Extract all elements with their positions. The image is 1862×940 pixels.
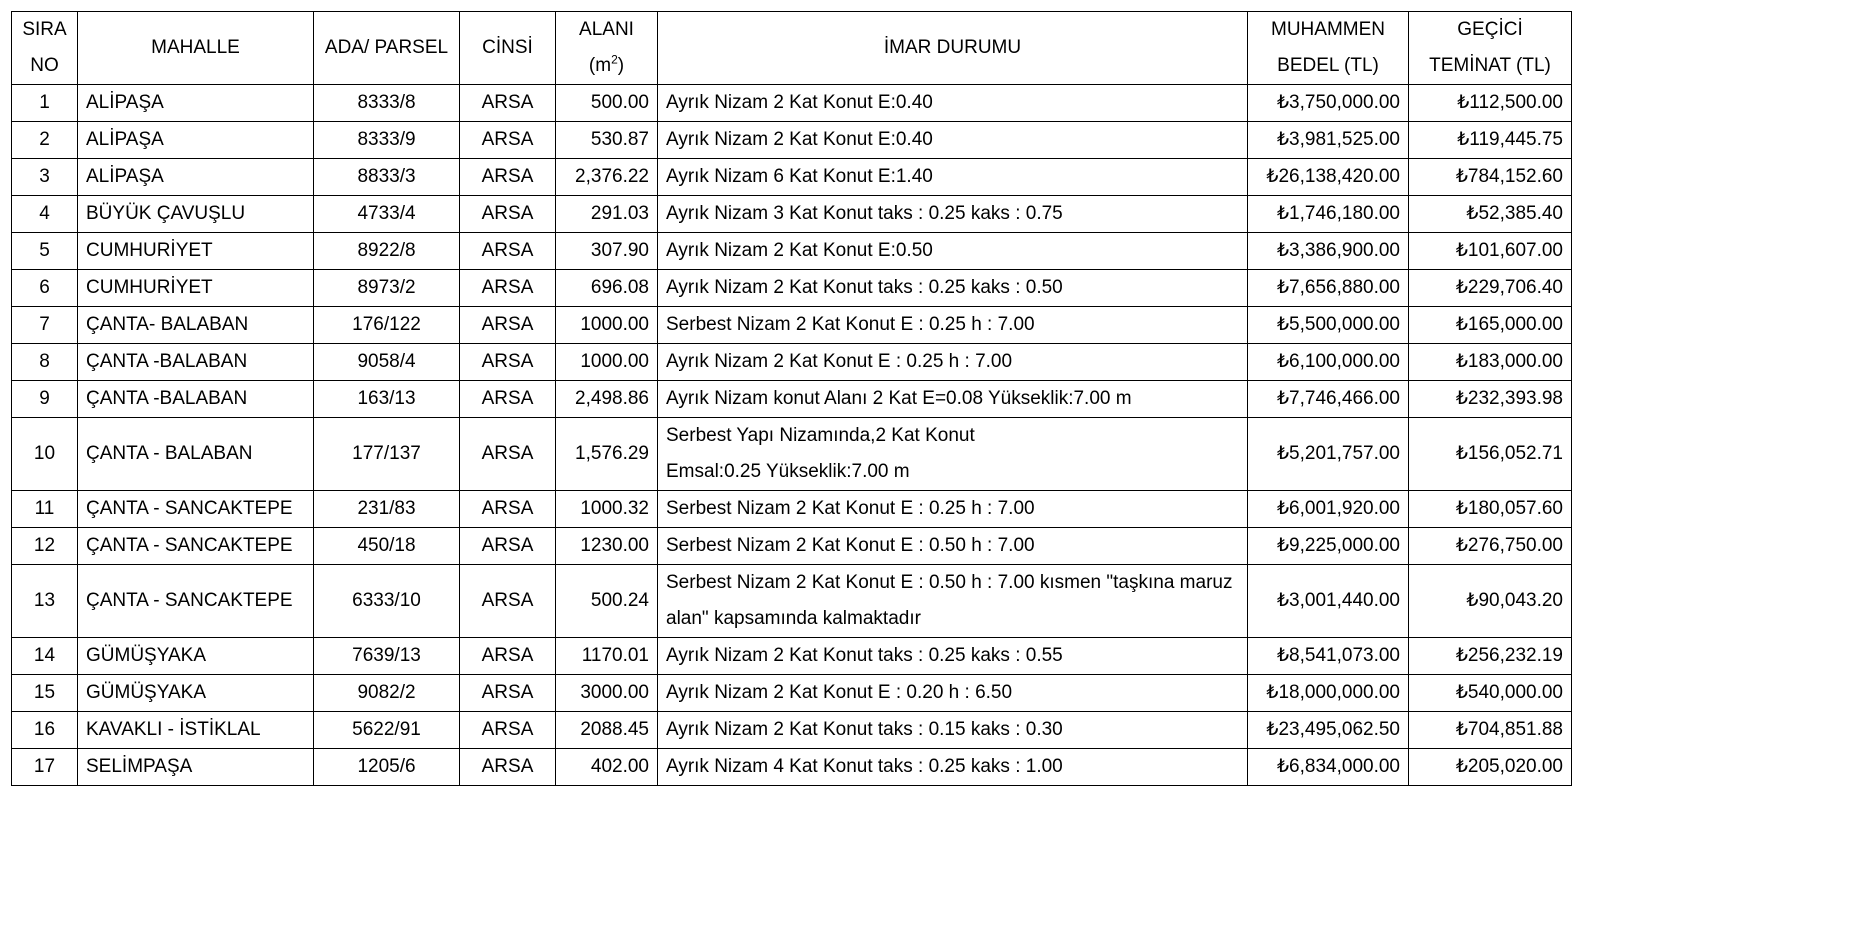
imar-text: Ayrık Nizam 2 Kat Konut E : 0.20 h : 6.50 bbox=[666, 682, 1013, 703]
cell-sira-no: 4 bbox=[12, 196, 78, 233]
cell-ada-parsel: 7639/13 bbox=[314, 638, 460, 675]
cell-alani: 1000.32 bbox=[556, 491, 658, 528]
cell-alani: 2,498.86 bbox=[556, 381, 658, 418]
cell-ada-parsel: 8833/3 bbox=[314, 159, 460, 196]
table-row bbox=[12, 418, 1572, 491]
cell-alani: 1170.01 bbox=[556, 638, 658, 675]
cell-ada-parsel: 8922/8 bbox=[314, 233, 460, 270]
cell-mahalle: SELİMPAŞA bbox=[78, 749, 314, 786]
cell-mahalle: KAVAKLI - İSTİKLAL bbox=[78, 712, 314, 749]
cell-alani: 291.03 bbox=[556, 196, 658, 233]
header-imar-durumu: İMAR DURUMU bbox=[658, 12, 1248, 85]
cell-cinsi: ARSA bbox=[460, 749, 556, 786]
cell-imar-durumu bbox=[658, 749, 1248, 786]
cell-gecici-teminat: ₺540,000.00 bbox=[1409, 675, 1572, 712]
cell-alani: 500.24 bbox=[556, 565, 658, 638]
imar-text: Serbest Nizam 2 Kat Konut E : 0.50 h : 7.00 bbox=[666, 535, 1035, 556]
table-row bbox=[12, 638, 1572, 675]
cell-cinsi: ARSA bbox=[460, 307, 556, 344]
cell-cinsi: ARSA bbox=[460, 159, 556, 196]
cell-imar-durumu bbox=[658, 491, 1248, 528]
cell-sira-no: 6 bbox=[12, 270, 78, 307]
cell-alani: 1230.00 bbox=[556, 528, 658, 565]
table-header-row bbox=[12, 12, 1572, 85]
cell-ada-parsel: 231/83 bbox=[314, 491, 460, 528]
cell-mahalle: GÜMÜŞYAKA bbox=[78, 675, 314, 712]
cell-alani: 696.08 bbox=[556, 270, 658, 307]
cell-sira-no: 10 bbox=[12, 418, 78, 491]
header-ada-parsel: ADA/ PARSEL bbox=[314, 12, 460, 85]
table-row bbox=[12, 196, 1572, 233]
cell-mahalle: GÜMÜŞYAKA bbox=[78, 638, 314, 675]
cell-cinsi: ARSA bbox=[460, 381, 556, 418]
table-row bbox=[12, 307, 1572, 344]
table-row bbox=[12, 270, 1572, 307]
imar-text: Ayrık Nizam 2 Kat Konut E:0.40 bbox=[666, 129, 933, 150]
header-alani-unit: $(m^2)$ bbox=[588, 52, 625, 76]
header-alani bbox=[556, 12, 658, 85]
cell-mahalle: CUMHURİYET bbox=[78, 270, 314, 307]
cell-mahalle: ÇANTA - SANCAKTEPE bbox=[78, 491, 314, 528]
cell-muhammen-bedel: ₺5,500,000.00 bbox=[1248, 307, 1409, 344]
cell-sira-no: 1 bbox=[12, 85, 78, 122]
cell-mahalle: ÇANTA- BALABAN bbox=[78, 307, 314, 344]
cell-cinsi: ARSA bbox=[460, 491, 556, 528]
cell-ada-parsel: 8333/9 bbox=[314, 122, 460, 159]
cell-imar-durumu bbox=[658, 418, 1248, 491]
cell-muhammen-bedel: ₺9,225,000.00 bbox=[1248, 528, 1409, 565]
cell-sira-no: 8 bbox=[12, 344, 78, 381]
cell-muhammen-bedel: ₺3,750,000.00 bbox=[1248, 85, 1409, 122]
cell-alani: 2,376.22 bbox=[556, 159, 658, 196]
cell-alani: 1000.00 bbox=[556, 307, 658, 344]
imar-text: Ayrık Nizam 2 Kat Konut taks : 0.25 kaks : 0.55 bbox=[666, 645, 1063, 666]
cell-muhammen-bedel: ₺3,001,440.00 bbox=[1248, 565, 1409, 638]
cell-imar-durumu bbox=[658, 381, 1248, 418]
cell-alani: 2088.45 bbox=[556, 712, 658, 749]
imar-text: Ayrık Nizam 2 Kat Konut taks : 0.15 kaks : 0.30 bbox=[666, 719, 1063, 740]
table-row bbox=[12, 675, 1572, 712]
imar-text: Ayrık Nizam 2 Kat Konut E : 0.25 h : 7.00 bbox=[666, 351, 1013, 372]
cell-mahalle: ALİPAŞA bbox=[78, 85, 314, 122]
parcel-table bbox=[11, 11, 1572, 786]
cell-gecici-teminat: ₺52,385.40 bbox=[1409, 196, 1572, 233]
cell-alani: 1,576.29 bbox=[556, 418, 658, 491]
imar-text: Ayrık Nizam 2 Kat Konut E:0.50 bbox=[666, 240, 933, 261]
cell-imar-durumu bbox=[658, 528, 1248, 565]
cell-gecici-teminat: ₺232,393.98 bbox=[1409, 381, 1572, 418]
cell-alani: 307.90 bbox=[556, 233, 658, 270]
header-sira-no: SIRA NO bbox=[12, 12, 78, 85]
table-row bbox=[12, 85, 1572, 122]
cell-mahalle: CUMHURİYET bbox=[78, 233, 314, 270]
header-cinsi: CİNSİ bbox=[460, 12, 556, 85]
cell-imar-durumu bbox=[658, 159, 1248, 196]
cell-mahalle: ÇANTA -BALABAN bbox=[78, 381, 314, 418]
table-row bbox=[12, 565, 1572, 638]
cell-gecici-teminat: ₺180,057.60 bbox=[1409, 491, 1572, 528]
cell-gecici-teminat: ₺704,851.88 bbox=[1409, 712, 1572, 749]
parcel-table-container bbox=[11, 11, 1571, 786]
cell-imar-durumu bbox=[658, 196, 1248, 233]
table-row bbox=[12, 712, 1572, 749]
cell-sira-no: 17 bbox=[12, 749, 78, 786]
cell-sira-no: 13 bbox=[12, 565, 78, 638]
table-row bbox=[12, 528, 1572, 565]
cell-imar-durumu bbox=[658, 344, 1248, 381]
cell-imar-durumu bbox=[658, 122, 1248, 159]
cell-alani: 530.87 bbox=[556, 122, 658, 159]
cell-alani: 402.00 bbox=[556, 749, 658, 786]
imar-text: Ayrık Nizam 3 Kat Konut taks : 0.25 kaks : 0.75 bbox=[666, 203, 1063, 224]
imar-text: Ayrık Nizam 2 Kat Konut taks : 0.25 kaks : 0.50 bbox=[666, 277, 1063, 298]
cell-ada-parsel: 9082/2 bbox=[314, 675, 460, 712]
cell-muhammen-bedel: ₺23,495,062.50 bbox=[1248, 712, 1409, 749]
table-row bbox=[12, 749, 1572, 786]
cell-sira-no: 16 bbox=[12, 712, 78, 749]
imar-text: Ayrık Nizam 6 Kat Konut E:1.40 bbox=[666, 166, 933, 187]
cell-gecici-teminat: ₺256,232.19 bbox=[1409, 638, 1572, 675]
table-row bbox=[12, 344, 1572, 381]
cell-alani: 1000.00 bbox=[556, 344, 658, 381]
cell-ada-parsel: 450/18 bbox=[314, 528, 460, 565]
cell-muhammen-bedel: ₺7,746,466.00 bbox=[1248, 381, 1409, 418]
cell-ada-parsel: 176/122 bbox=[314, 307, 460, 344]
cell-gecici-teminat: ₺276,750.00 bbox=[1409, 528, 1572, 565]
imar-text: Ayrık Nizam konut Alanı 2 Kat E=0.08 Yükseklik:7.00 m bbox=[666, 388, 1132, 409]
cell-cinsi: ARSA bbox=[460, 270, 556, 307]
cell-ada-parsel: 8333/8 bbox=[314, 85, 460, 122]
cell-cinsi: ARSA bbox=[460, 344, 556, 381]
cell-mahalle: ÇANTA -BALABAN bbox=[78, 344, 314, 381]
cell-imar-durumu bbox=[658, 565, 1248, 638]
cell-ada-parsel: 8973/2 bbox=[314, 270, 460, 307]
header-muhammen-bedel: MUHAMMEN BEDEL (TL) bbox=[1248, 12, 1409, 85]
cell-cinsi: ARSA bbox=[460, 85, 556, 122]
header-mahalle: MAHALLE bbox=[78, 12, 314, 85]
cell-mahalle: ALİPAŞA bbox=[78, 122, 314, 159]
table-row bbox=[12, 381, 1572, 418]
cell-muhammen-bedel: ₺8,541,073.00 bbox=[1248, 638, 1409, 675]
table-row bbox=[12, 233, 1572, 270]
cell-muhammen-bedel: ₺6,834,000.00 bbox=[1248, 749, 1409, 786]
cell-sira-no: 15 bbox=[12, 675, 78, 712]
cell-muhammen-bedel: ₺6,001,920.00 bbox=[1248, 491, 1409, 528]
cell-imar-durumu bbox=[658, 307, 1248, 344]
cell-gecici-teminat: ₺119,445.75 bbox=[1409, 122, 1572, 159]
cell-cinsi: ARSA bbox=[460, 196, 556, 233]
table-body bbox=[12, 85, 1572, 786]
cell-gecici-teminat: ₺183,000.00 bbox=[1409, 344, 1572, 381]
cell-muhammen-bedel: ₺1,746,180.00 bbox=[1248, 196, 1409, 233]
cell-mahalle: BÜYÜK ÇAVUŞLU bbox=[78, 196, 314, 233]
cell-cinsi: ARSA bbox=[460, 418, 556, 491]
cell-sira-no: 5 bbox=[12, 233, 78, 270]
cell-sira-no: 2 bbox=[12, 122, 78, 159]
imar-text: Serbest Nizam 2 Kat Konut E : 0.25 h : 7.00 bbox=[666, 314, 1035, 335]
table-row bbox=[12, 159, 1572, 196]
cell-mahalle: ÇANTA - SANCAKTEPE bbox=[78, 528, 314, 565]
cell-mahalle: ÇANTA - SANCAKTEPE bbox=[78, 565, 314, 638]
cell-ada-parsel: 163/13 bbox=[314, 381, 460, 418]
cell-gecici-teminat: ₺90,043.20 bbox=[1409, 565, 1572, 638]
cell-cinsi: ARSA bbox=[460, 565, 556, 638]
cell-mahalle: ALİPAŞA bbox=[78, 159, 314, 196]
cell-alani: 500.00 bbox=[556, 85, 658, 122]
imar-text: Serbest Nizam 2 Kat Konut E : 0.50 h : 7.00 kısmen "taşkına maruz alan" kapsamında kalmaktadır bbox=[666, 572, 1233, 629]
imar-text: Serbest Nizam 2 Kat Konut E : 0.25 h : 7.00 bbox=[666, 498, 1035, 519]
cell-sira-no: 14 bbox=[12, 638, 78, 675]
cell-ada-parsel: 1205/6 bbox=[314, 749, 460, 786]
cell-muhammen-bedel: ₺18,000,000.00 bbox=[1248, 675, 1409, 712]
cell-muhammen-bedel: ₺5,201,757.00 bbox=[1248, 418, 1409, 491]
table-row bbox=[12, 491, 1572, 528]
cell-mahalle: ÇANTA - BALABAN bbox=[78, 418, 314, 491]
cell-cinsi: ARSA bbox=[460, 528, 556, 565]
cell-gecici-teminat: ₺101,607.00 bbox=[1409, 233, 1572, 270]
cell-sira-no: 3 bbox=[12, 159, 78, 196]
imar-text: Serbest Yapı Nizamında,2 Kat Konut Emsal:0.25 Yükseklik:7.00 m bbox=[666, 425, 975, 482]
cell-cinsi: ARSA bbox=[460, 638, 556, 675]
cell-sira-no: 7 bbox=[12, 307, 78, 344]
cell-cinsi: ARSA bbox=[460, 122, 556, 159]
cell-gecici-teminat: ₺112,500.00 bbox=[1409, 85, 1572, 122]
cell-imar-durumu bbox=[658, 85, 1248, 122]
cell-alani: 3000.00 bbox=[556, 675, 658, 712]
cell-muhammen-bedel: ₺6,100,000.00 bbox=[1248, 344, 1409, 381]
cell-muhammen-bedel: ₺3,981,525.00 bbox=[1248, 122, 1409, 159]
imar-text: Ayrık Nizam 4 Kat Konut taks : 0.25 kaks : 1.00 bbox=[666, 756, 1063, 777]
cell-ada-parsel: 4733/4 bbox=[314, 196, 460, 233]
cell-ada-parsel: 6333/10 bbox=[314, 565, 460, 638]
cell-gecici-teminat: ₺205,020.00 bbox=[1409, 749, 1572, 786]
cell-muhammen-bedel: ₺3,386,900.00 bbox=[1248, 233, 1409, 270]
cell-ada-parsel: 9058/4 bbox=[314, 344, 460, 381]
imar-text: Ayrık Nizam 2 Kat Konut E:0.40 bbox=[666, 92, 933, 113]
cell-gecici-teminat: ₺229,706.40 bbox=[1409, 270, 1572, 307]
cell-imar-durumu bbox=[658, 638, 1248, 675]
cell-imar-durumu bbox=[658, 675, 1248, 712]
cell-sira-no: 12 bbox=[12, 528, 78, 565]
cell-cinsi: ARSA bbox=[460, 233, 556, 270]
cell-ada-parsel: 177/137 bbox=[314, 418, 460, 491]
cell-gecici-teminat: ₺156,052.71 bbox=[1409, 418, 1572, 491]
header-alani-label: ALANI bbox=[579, 19, 634, 40]
cell-cinsi: ARSA bbox=[460, 675, 556, 712]
cell-sira-no: 11 bbox=[12, 491, 78, 528]
table-row bbox=[12, 122, 1572, 159]
header-gecici-teminat: GEÇİCİ TEMİNAT (TL) bbox=[1409, 12, 1572, 85]
cell-imar-durumu bbox=[658, 712, 1248, 749]
cell-muhammen-bedel: ₺26,138,420.00 bbox=[1248, 159, 1409, 196]
cell-ada-parsel: 5622/91 bbox=[314, 712, 460, 749]
cell-muhammen-bedel: ₺7,656,880.00 bbox=[1248, 270, 1409, 307]
cell-imar-durumu bbox=[658, 270, 1248, 307]
cell-imar-durumu bbox=[658, 233, 1248, 270]
cell-gecici-teminat: ₺784,152.60 bbox=[1409, 159, 1572, 196]
cell-gecici-teminat: ₺165,000.00 bbox=[1409, 307, 1572, 344]
cell-sira-no: 9 bbox=[12, 381, 78, 418]
cell-cinsi: ARSA bbox=[460, 712, 556, 749]
